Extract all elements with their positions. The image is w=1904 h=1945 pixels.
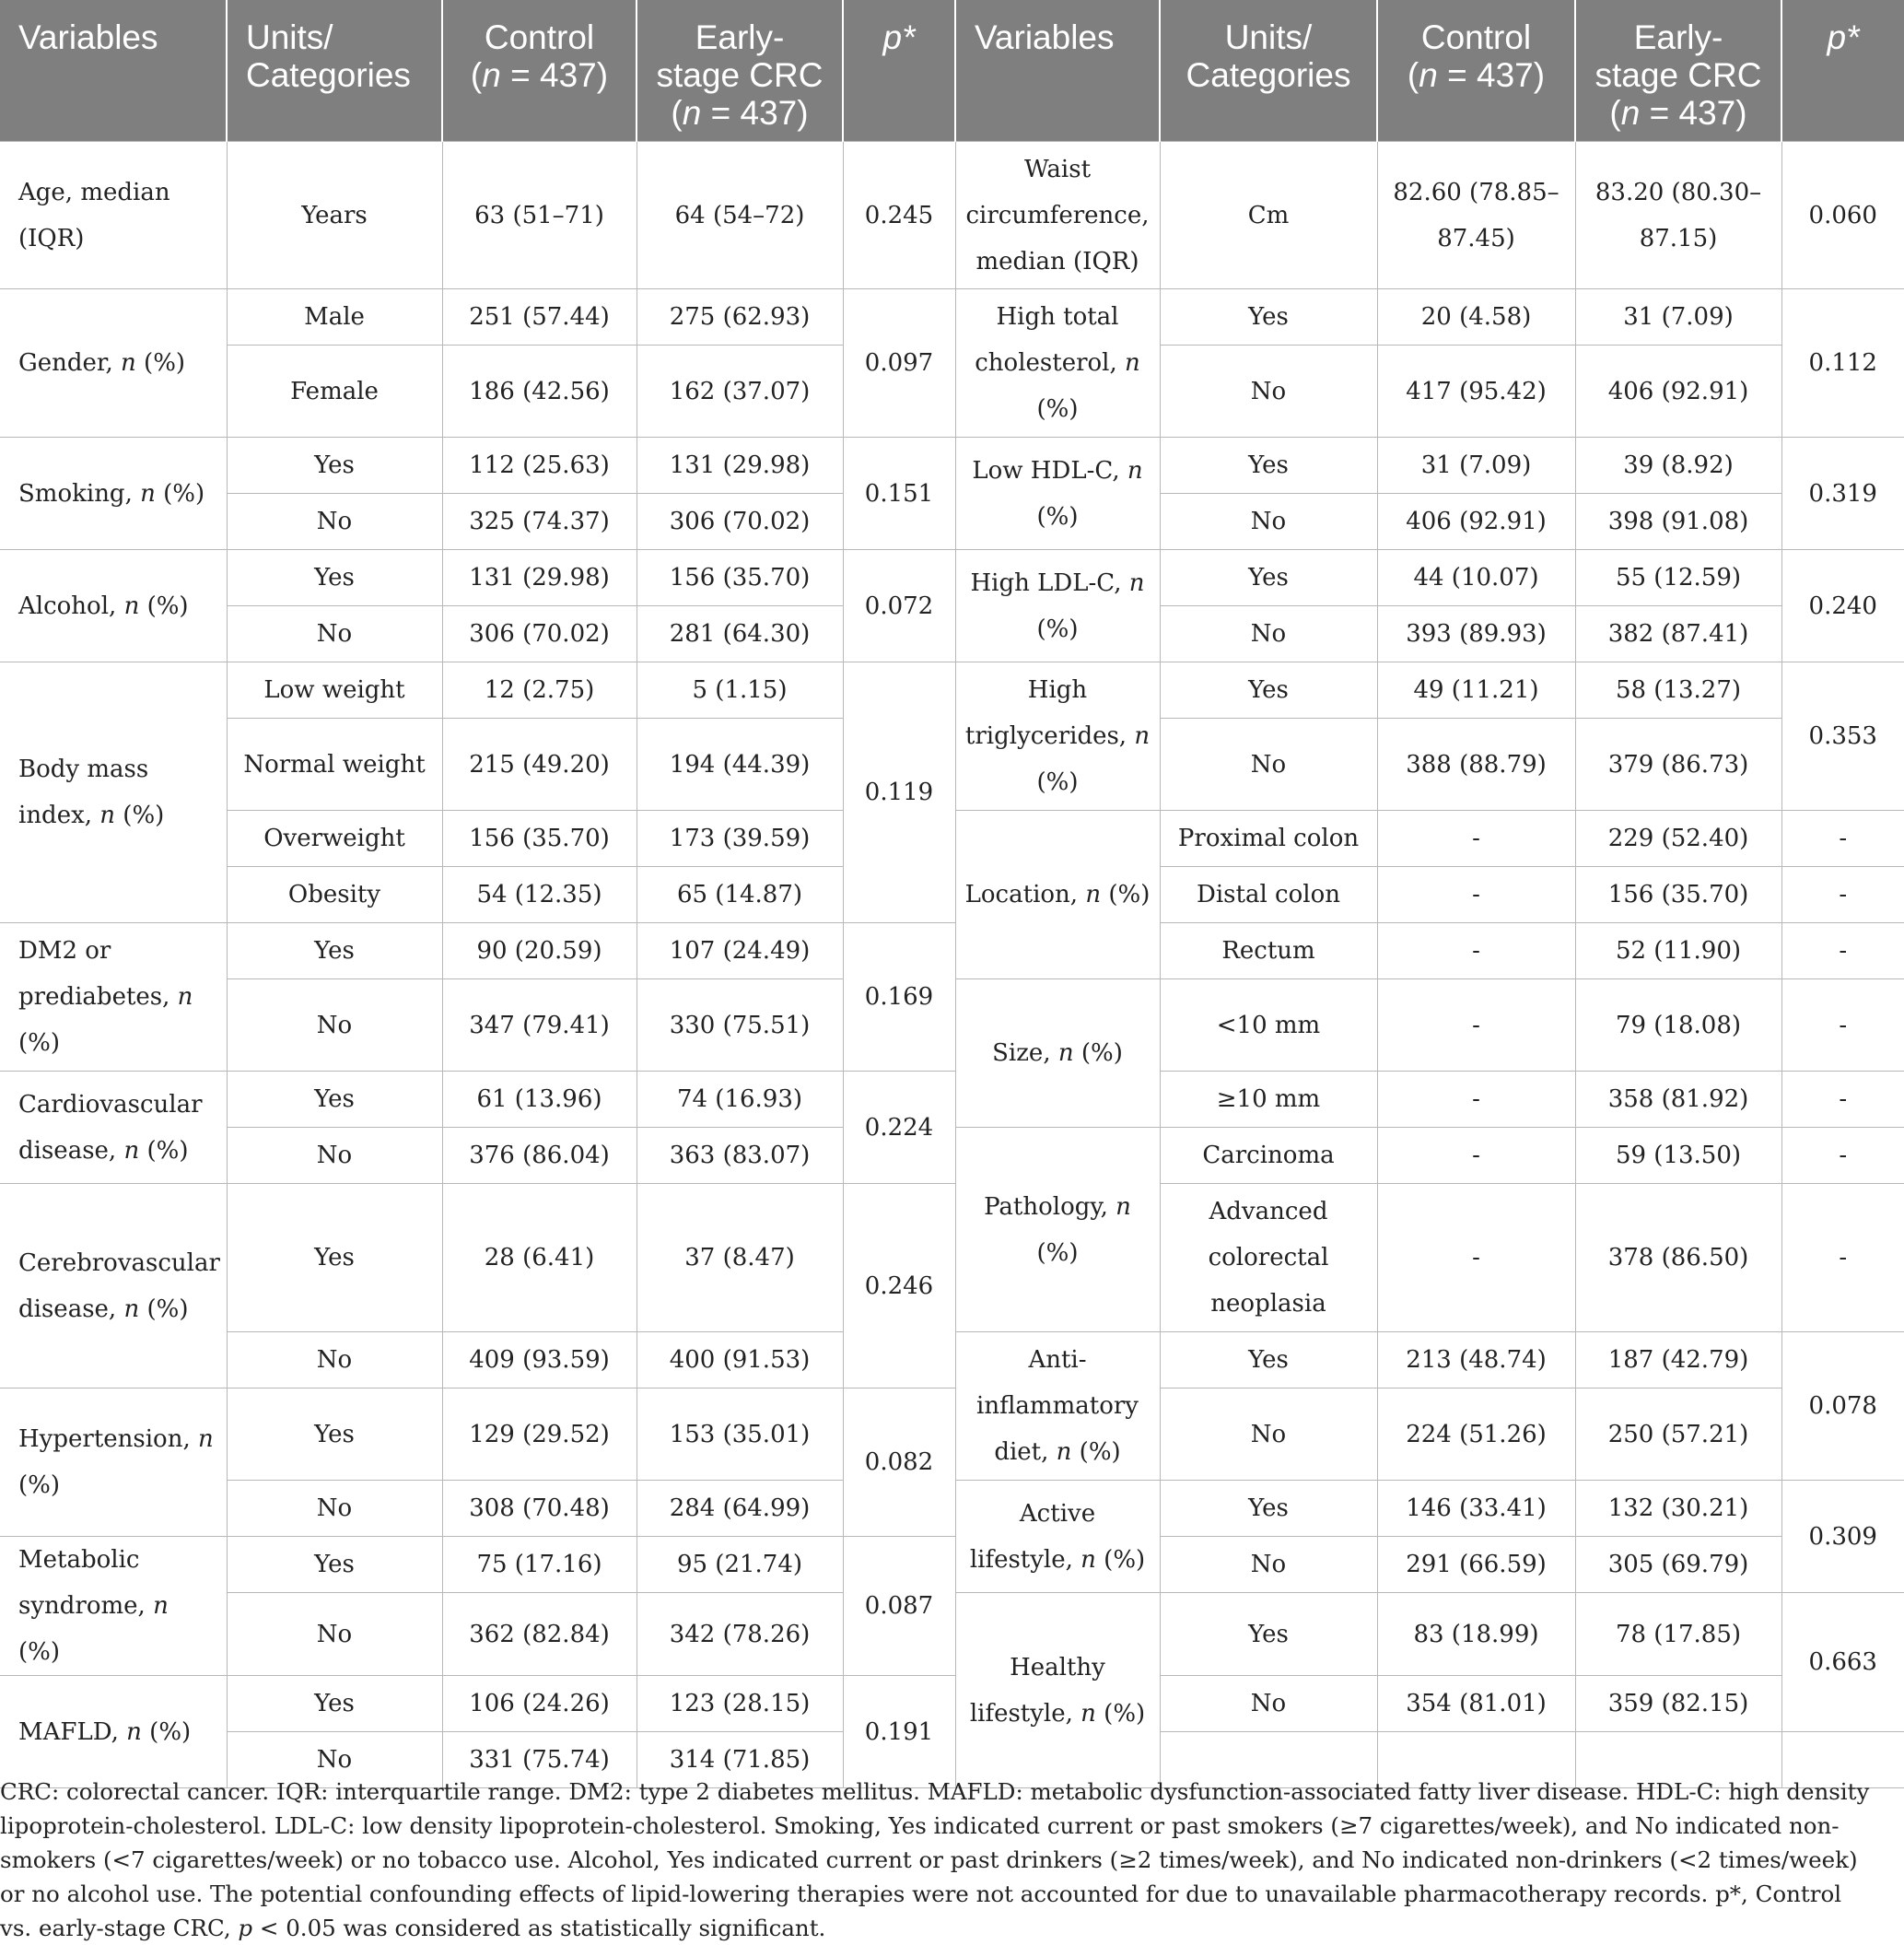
active-no-crc: 305 (69.79)	[1575, 1537, 1781, 1593]
age-unit: Years	[227, 142, 442, 289]
header-variables-right: Variables	[955, 0, 1160, 142]
mafld-label: MAFLD, n (%)	[0, 1676, 227, 1788]
antiinf-yes-crc: 187 (42.79)	[1575, 1332, 1781, 1388]
cvd-yes-unit: Yes	[227, 1072, 442, 1128]
metsyn-yes-unit: Yes	[227, 1537, 442, 1593]
high-ldl-no-crc: 382 (87.41)	[1575, 606, 1781, 662]
header-control-n-right: n	[1419, 56, 1438, 94]
mafld-yes-control: 106 (24.26)	[442, 1676, 637, 1732]
high-tc-p: 0.112	[1781, 289, 1904, 438]
active-yes-control: 146 (33.41)	[1377, 1481, 1575, 1537]
alcohol-no-control: 306 (70.02)	[442, 606, 637, 662]
metsyn-yes-crc: 95 (21.74)	[637, 1537, 843, 1593]
metsyn-label: Metabolic syndrome, n (%)	[0, 1537, 227, 1676]
metsyn-p: 0.087	[843, 1537, 955, 1676]
bmi-p: 0.119	[843, 662, 955, 923]
cerebro-yes-control: 28 (6.41)	[442, 1184, 637, 1332]
low-hdl-yes-unit: Yes	[1160, 438, 1377, 494]
high-ldl-no-control: 393 (89.93)	[1377, 606, 1575, 662]
antiinf-no-unit: No	[1160, 1388, 1377, 1481]
table-row	[0, 662, 1904, 719]
cvd-label: Cardiovascular disease, n (%)	[0, 1072, 227, 1184]
header-control: Control (n = 437)	[442, 0, 637, 142]
table-row	[0, 1388, 1904, 1481]
dm2-yes-crc: 107 (24.49)	[637, 923, 843, 979]
high-tc-label: High total cholesterol, n (%)	[955, 289, 1160, 438]
dm2-no-control: 347 (79.41)	[442, 979, 637, 1072]
size-small-unit: <10 mm	[1160, 979, 1377, 1072]
header-control-right: Control (n = 437)	[1377, 0, 1575, 142]
cvd-no-control: 376 (86.04)	[442, 1128, 637, 1184]
table-row	[0, 289, 1904, 346]
cvd-yes-control: 61 (13.96)	[442, 1072, 637, 1128]
low-hdl-label: Low HDL-C, n (%)	[955, 438, 1160, 550]
healthy-p: 0.663	[1781, 1593, 1904, 1732]
bmi-low-control: 12 (2.75)	[442, 662, 637, 719]
pathology-carcinoma-control: -	[1377, 1128, 1575, 1184]
size-large-control: -	[1377, 1072, 1575, 1128]
dm2-p: 0.169	[843, 923, 955, 1072]
healthy-no-crc: 359 (82.15)	[1575, 1676, 1781, 1732]
active-p: 0.309	[1781, 1481, 1904, 1593]
antiinf-yes-control: 213 (48.74)	[1377, 1332, 1575, 1388]
smoking-yes-unit: Yes	[227, 438, 442, 494]
header-early-count: = 437)	[701, 94, 809, 132]
high-tg-no-crc: 379 (86.73)	[1575, 719, 1781, 811]
header-early-n-right: n	[1620, 94, 1641, 132]
header-row	[0, 0, 1904, 142]
active-no-control: 291 (66.59)	[1377, 1537, 1575, 1593]
waist-p: 0.060	[1781, 142, 1904, 289]
bmi-low-crc: 5 (1.15)	[637, 662, 843, 719]
bmi-normal-unit: Normal weight	[227, 719, 442, 811]
mafld-p: 0.191	[843, 1676, 955, 1788]
healthy-no-unit: No	[1160, 1676, 1377, 1732]
metsyn-no-control: 362 (82.84)	[442, 1593, 637, 1676]
gender-female-control: 186 (42.56)	[442, 346, 637, 438]
high-tg-no-unit: No	[1160, 719, 1377, 811]
high-tg-no-control: 388 (88.79)	[1377, 719, 1575, 811]
location-rectum-p: -	[1781, 923, 1904, 979]
location-proximal-control: -	[1377, 811, 1575, 867]
bmi-low-unit: Low weight	[227, 662, 442, 719]
mafld-no-unit: No	[227, 1732, 442, 1788]
size-label: Size, n (%)	[955, 979, 1160, 1128]
gender-male-crc: 275 (62.93)	[637, 289, 843, 346]
header-control-line1: Control	[484, 18, 595, 56]
location-proximal-crc: 229 (52.40)	[1575, 811, 1781, 867]
active-no-unit: No	[1160, 1537, 1377, 1593]
low-hdl-no-crc: 398 (91.08)	[1575, 494, 1781, 550]
location-rectum-unit: Rectum	[1160, 923, 1377, 979]
antiinf-label: Anti-inflammatory diet, n (%)	[955, 1332, 1160, 1481]
size-large-unit: ≥10 mm	[1160, 1072, 1377, 1128]
location-distal-p: -	[1781, 867, 1904, 923]
table-row	[0, 438, 1904, 494]
header-units-line1-right: Units/	[1224, 18, 1313, 56]
waist-crc: 83.20 (80.30–87.15)	[1575, 142, 1781, 289]
healthy-label: Healthy lifestyle, n (%)	[955, 1593, 1160, 1788]
table-row	[0, 550, 1904, 606]
smoking-no-unit: No	[227, 494, 442, 550]
gender-male-control: 251 (57.44)	[442, 289, 637, 346]
header-early-line1: Early-	[695, 18, 785, 56]
header-variables: Variables	[0, 0, 227, 142]
alcohol-no-crc: 281 (64.30)	[637, 606, 843, 662]
low-hdl-yes-crc: 39 (8.92)	[1575, 438, 1781, 494]
table-row	[0, 1537, 1904, 1593]
header-p-right	[1781, 0, 1904, 142]
header-control-count: = 437)	[500, 56, 609, 94]
high-tc-yes-control: 20 (4.58)	[1377, 289, 1575, 346]
mafld-yes-crc: 123 (28.15)	[637, 1676, 843, 1732]
cvd-yes-crc: 74 (16.93)	[637, 1072, 843, 1128]
pathology-carcinoma-unit: Carcinoma	[1160, 1128, 1377, 1184]
header-control-n: n	[482, 56, 501, 94]
pathology-advanced-control: -	[1377, 1184, 1575, 1332]
high-tc-no-control: 417 (95.42)	[1377, 346, 1575, 438]
low-hdl-no-unit: No	[1160, 494, 1377, 550]
bmi-obese-control: 54 (12.35)	[442, 867, 637, 923]
high-tg-yes-unit: Yes	[1160, 662, 1377, 719]
pathology-carcinoma-p: -	[1781, 1128, 1904, 1184]
cerebro-no-unit: No	[227, 1332, 442, 1388]
healthy-yes-crc: 78 (17.85)	[1575, 1593, 1781, 1676]
healthy-yes-unit: Yes	[1160, 1593, 1377, 1676]
waist-control: 82.60 (78.85–87.45)	[1377, 142, 1575, 289]
size-small-control: -	[1377, 979, 1575, 1072]
smoking-yes-crc: 131 (29.98)	[637, 438, 843, 494]
antiinf-p: 0.078	[1781, 1332, 1904, 1481]
high-tc-no-unit: No	[1160, 346, 1377, 438]
header-early-line1-right: Early-	[1633, 18, 1723, 56]
header-early-line2-right: stage CRC	[1594, 56, 1762, 94]
header-early-crc-right: Early- stage CRC (n = 437)	[1575, 0, 1781, 142]
high-tg-yes-control: 49 (11.21)	[1377, 662, 1575, 719]
header-units-line2-right: Categories	[1186, 56, 1351, 94]
table-row	[0, 1184, 1904, 1332]
hypertension-no-control: 308 (70.48)	[442, 1481, 637, 1537]
size-small-crc: 79 (18.08)	[1575, 979, 1781, 1072]
header-early-n: n	[682, 94, 702, 132]
location-label: Location, n (%)	[955, 811, 1160, 979]
location-distal-crc: 156 (35.70)	[1575, 867, 1781, 923]
cerebro-yes-unit: Yes	[227, 1184, 442, 1332]
header-early-crc: Early- stage CRC (n = 437)	[637, 0, 843, 142]
high-tg-yes-crc: 58 (13.27)	[1575, 662, 1781, 719]
metsyn-no-unit: No	[227, 1593, 442, 1676]
healthy-no-control: 354 (81.01)	[1377, 1676, 1575, 1732]
header-early-line2: stage CRC	[656, 56, 824, 94]
pathology-label: Pathology, n (%)	[955, 1128, 1160, 1332]
bmi-obese-unit: Obesity	[227, 867, 442, 923]
bmi-over-unit: Overweight	[227, 811, 442, 867]
pathology-advanced-p: -	[1781, 1184, 1904, 1332]
dm2-no-crc: 330 (75.51)	[637, 979, 843, 1072]
metsyn-yes-control: 75 (17.16)	[442, 1537, 637, 1593]
gender-female-unit: Female	[227, 346, 442, 438]
header-control-count-right: = 437)	[1437, 56, 1546, 94]
gender-label: Gender, n (%)	[0, 289, 227, 438]
header-p-label-right: p*	[1827, 18, 1860, 56]
bmi-normal-control: 215 (49.20)	[442, 719, 637, 811]
location-distal-control: -	[1377, 867, 1575, 923]
table-row	[0, 923, 1904, 979]
bmi-normal-crc: 194 (44.39)	[637, 719, 843, 811]
antiinf-no-crc: 250 (57.21)	[1575, 1388, 1781, 1481]
header-units-right	[1160, 0, 1377, 142]
size-small-p: -	[1781, 979, 1904, 1072]
bmi-over-control: 156 (35.70)	[442, 811, 637, 867]
smoking-yes-control: 112 (25.63)	[442, 438, 637, 494]
cerebro-p: 0.246	[843, 1184, 955, 1388]
metsyn-no-crc: 342 (78.26)	[637, 1593, 843, 1676]
header-p	[843, 0, 955, 142]
header-units-line2: Categories	[246, 56, 411, 94]
bmi-label: Body mass index, n (%)	[0, 662, 227, 923]
high-ldl-yes-crc: 55 (12.59)	[1575, 550, 1781, 606]
smoking-no-crc: 306 (70.02)	[637, 494, 843, 550]
bmi-over-crc: 173 (39.59)	[637, 811, 843, 867]
smoking-no-control: 325 (74.37)	[442, 494, 637, 550]
mafld-no-control: 331 (75.74)	[442, 1732, 637, 1788]
healthy-yes-control: 83 (18.99)	[1377, 1593, 1575, 1676]
age-crc: 64 (54–72)	[637, 142, 843, 289]
location-distal-unit: Distal colon	[1160, 867, 1377, 923]
smoking-label: Smoking, n (%)	[0, 438, 227, 550]
table-row	[0, 1676, 1904, 1732]
low-hdl-no-control: 406 (92.91)	[1377, 494, 1575, 550]
dm2-label: DM2 or prediabetes, n (%)	[0, 923, 227, 1072]
high-tc-yes-unit: Yes	[1160, 289, 1377, 346]
cvd-p: 0.224	[843, 1072, 955, 1184]
mafld-yes-unit: Yes	[227, 1676, 442, 1732]
cvd-no-unit: No	[227, 1128, 442, 1184]
header-p-label: p*	[882, 18, 916, 56]
footnote-tail: < 0.05 was considered as statistically significant.	[252, 1915, 826, 1941]
active-label: Active lifestyle, n (%)	[955, 1481, 1160, 1593]
high-ldl-yes-control: 44 (10.07)	[1377, 550, 1575, 606]
high-tg-p: 0.353	[1781, 662, 1904, 811]
location-rectum-control: -	[1377, 923, 1575, 979]
alcohol-p: 0.072	[843, 550, 955, 662]
pathology-advanced-crc: 378 (86.50)	[1575, 1184, 1781, 1332]
gender-female-crc: 162 (37.07)	[637, 346, 843, 438]
gender-male-unit: Male	[227, 289, 442, 346]
high-tg-label: High triglycerides, n (%)	[955, 662, 1160, 811]
age-control: 63 (51–71)	[442, 142, 637, 289]
alcohol-yes-control: 131 (29.98)	[442, 550, 637, 606]
cerebro-yes-crc: 37 (8.47)	[637, 1184, 843, 1332]
pathology-advanced-unit: Advanced colorectal neoplasia	[1160, 1184, 1377, 1332]
hypertension-p: 0.082	[843, 1388, 955, 1537]
smoking-p: 0.151	[843, 438, 955, 550]
alcohol-no-unit: No	[227, 606, 442, 662]
antiinf-yes-unit: Yes	[1160, 1332, 1377, 1388]
header-early-count-right: = 437)	[1640, 94, 1747, 132]
low-hdl-p: 0.319	[1781, 438, 1904, 550]
mafld-no-crc: 314 (71.85)	[637, 1732, 843, 1788]
antiinf-no-control: 224 (51.26)	[1377, 1388, 1575, 1481]
cerebro-label: Cerebrovascular disease, n (%)	[0, 1184, 227, 1388]
dm2-no-unit: No	[227, 979, 442, 1072]
header-units-line1: Units/	[246, 18, 333, 56]
high-ldl-no-unit: No	[1160, 606, 1377, 662]
cvd-no-crc: 363 (83.07)	[637, 1128, 843, 1184]
bmi-obese-crc: 65 (14.87)	[637, 867, 843, 923]
location-proximal-p: -	[1781, 811, 1904, 867]
age-p: 0.245	[843, 142, 955, 289]
alcohol-yes-unit: Yes	[227, 550, 442, 606]
high-ldl-label: High LDL-C, n (%)	[955, 550, 1160, 662]
waist-unit: Cm	[1160, 142, 1377, 289]
location-proximal-unit: Proximal colon	[1160, 811, 1377, 867]
table-row	[0, 1072, 1904, 1128]
hypertension-yes-control: 129 (29.52)	[442, 1388, 637, 1481]
active-yes-crc: 132 (30.21)	[1575, 1481, 1781, 1537]
cerebro-no-crc: 400 (91.53)	[637, 1332, 843, 1388]
table-row	[0, 142, 1904, 289]
high-tc-yes-crc: 31 (7.09)	[1575, 289, 1781, 346]
high-tc-no-crc: 406 (92.91)	[1575, 346, 1781, 438]
cerebro-no-control: 409 (93.59)	[442, 1332, 637, 1388]
footnote-p: p	[238, 1915, 253, 1941]
high-ldl-p: 0.240	[1781, 550, 1904, 662]
dm2-yes-control: 90 (20.59)	[442, 923, 637, 979]
location-rectum-crc: 52 (11.90)	[1575, 923, 1781, 979]
waist-label: Waist circumference, median (IQR)	[955, 142, 1160, 289]
hypertension-label: Hypertension, n (%)	[0, 1388, 227, 1537]
header-units	[227, 0, 442, 142]
hypertension-yes-crc: 153 (35.01)	[637, 1388, 843, 1481]
alcohol-label: Alcohol, n (%)	[0, 550, 227, 662]
hypertension-no-crc: 284 (64.99)	[637, 1481, 843, 1537]
hypertension-no-unit: No	[227, 1481, 442, 1537]
gender-p: 0.097	[843, 289, 955, 438]
active-yes-unit: Yes	[1160, 1481, 1377, 1537]
alcohol-yes-crc: 156 (35.70)	[637, 550, 843, 606]
hypertension-yes-unit: Yes	[227, 1388, 442, 1481]
dm2-yes-unit: Yes	[227, 923, 442, 979]
table-footnote	[0, 1775, 1879, 1945]
low-hdl-yes-control: 31 (7.09)	[1377, 438, 1575, 494]
footnote-main: CRC: colorectal cancer. IQR: interquartile range. DM2: type 2 diabetes mellitus. MAFLD: metabolic dysfunction-associated fatty liver disease. HDL-C: high density lipoprotein-cholesterol. LDL-C: low density lipoprotein-cholesterol. Smoking, Yes indicated current or past smokers (≥7 cigarettes/week), and No indicated non-smokers (<7 cigarettes/week) or no tobacco use. Alcohol, Yes indicated current or past drinkers (≥2 times/week), and No indicated non-drinkers (<2 times/week) or no alcohol use. The potential confounding effects of lipid-lowering therapies were not accounted for due to unavailable pharmacotherapy records. p*, Control vs. early-stage CRC,	[0, 1778, 1870, 1941]
age-label: Age, median (IQR)	[0, 142, 227, 289]
header-control-line1-right: Control	[1420, 18, 1532, 56]
high-ldl-yes-unit: Yes	[1160, 550, 1377, 606]
pathology-carcinoma-crc: 59 (13.50)	[1575, 1128, 1781, 1184]
size-large-p: -	[1781, 1072, 1904, 1128]
size-large-crc: 358 (81.92)	[1575, 1072, 1781, 1128]
